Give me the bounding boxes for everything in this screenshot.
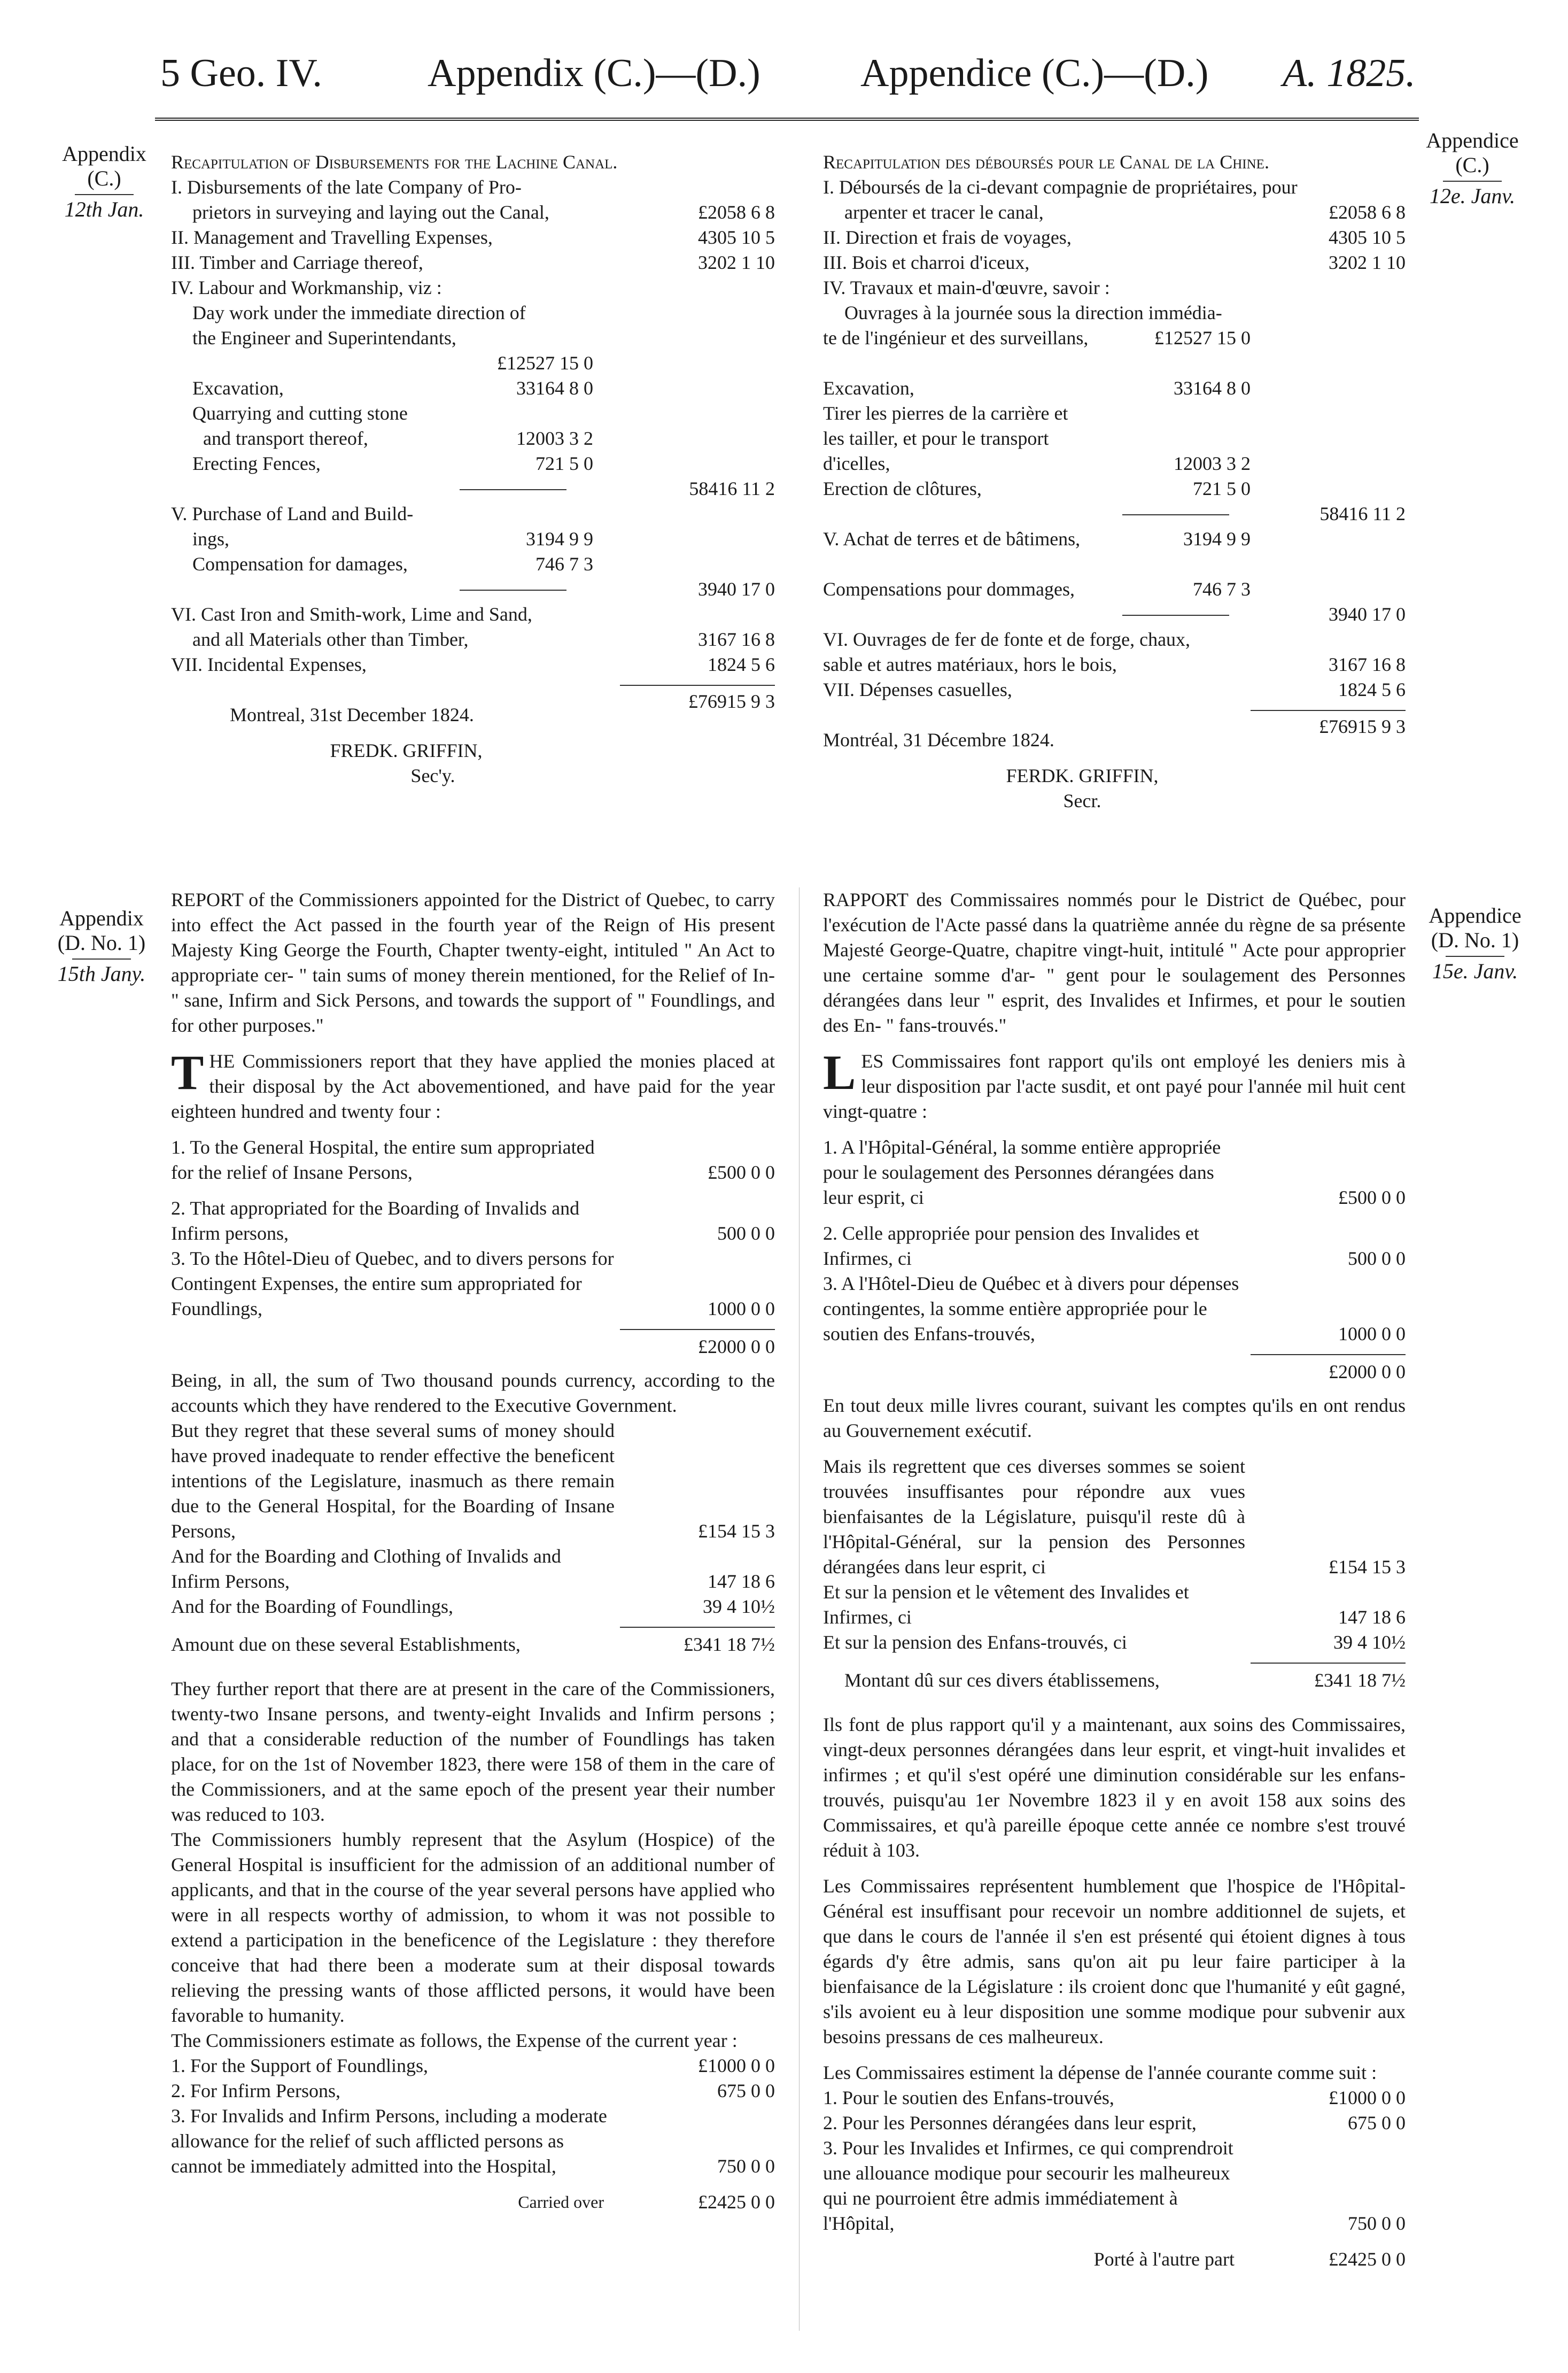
report-heading: RAPPORT des Commissaires nommés pour le District de Québec, pour l'exécution de l'Acte passé dans la quatrième année du règne de sa présente Majesté George-Quatre, chapitre vingt-huit, intitulé " Acte pour approprier une certaine somme d'ar- " gent pour le soulagement des Personnes dérangées dans leur " esprit, des Invalides et Infirmes, et pour le soutien des En- " fans-trouvés." [823,889,1406,1036]
recap-item [171,627,775,652]
arrears-item [171,1594,775,1619]
recap-amount: 746 7 3 [535,553,593,575]
recap-amount: 4305 10 5 [1329,227,1406,248]
carried-over-amount: £2425 0 0 [698,2191,775,2213]
arrears-amount: £154 15 3 [698,1520,775,1542]
recap-amount: 721 5 0 [535,453,593,474]
recap-item: VI. Cast Iron and Smith-work, Lime and Sand, [171,604,532,625]
recap-item [171,652,775,677]
recap-item: Ouvrages à la journée sous la direction immédia- [844,302,1222,323]
recap-item: the Engineer and Superintendants, [192,327,456,349]
recap-total: £76915 9 3 [1319,716,1406,737]
estimate-amount: 675 0 0 [717,2080,775,2101]
estimate-amount: £1000 0 0 [1329,2087,1406,2108]
arrears-item [823,1454,1406,1580]
recap-item-text: III. Timber and Carriage thereof, [171,252,423,273]
recap-item [171,250,775,275]
recap-amount: 4305 10 5 [698,227,775,248]
report-intro-text: HE Commissioners report that they have applied the monies placed at their disposal by the Act abovementioned, and have paid for the year eighteen hundred and twenty four : [171,1050,775,1122]
recap-item-text: prietors in surveying and laying out the Canal, [192,202,549,223]
carried-over-amount: £2425 0 0 [1329,2248,1406,2270]
total-rule [620,1329,775,1330]
margin-appendix-code: (C.) [87,166,121,190]
recap-item-text: VII. Incidental Expenses, [171,654,367,675]
recap-amount: 1824 5 6 [708,654,775,675]
recap-amount: £12527 15 0 [1154,327,1251,349]
arrears-item [171,1544,775,1594]
arrears-item [823,1580,1406,1630]
payment-amount: 500 0 0 [717,1223,775,1244]
arrears-text: Et sur la pension des Enfans-trouvés, ci [823,1632,1127,1653]
header-year: A. 1825. [1283,51,1416,95]
payment-item [823,1135,1406,1210]
recap-item [823,376,1406,401]
margin-appendix-code: (C.) [1455,153,1489,177]
payment-text: 3. To the Hôtel-Dieu of Quebec, and to divers persons for Contingent Expenses, the entire sum appropriated for Foundlings, [171,1248,614,1319]
total-rule [1251,1354,1406,1355]
estimate-text: 2. For Infirm Persons, [171,2080,340,2101]
subtotal-rule [1122,514,1229,515]
report-paragraph: Les Commissaires représentent humblement que l'hospice de l'Hôpital-Général est insuffisant pour recevoir un nombre additionnel de sujets, et que dans le cours de l'année il s'en est présenté qui étoient dignes à tous égards d'y être admis, sans qu'on ait pu leur faire participer à la bienfaisance de la Législature : ils croient donc que l'humanité y eût gagné, s'ils avoient eu à leur disposition une somme modique pour subvenir aux besoins pressans de ces malheureux. [823,1875,1406,2047]
recap-amount: 3167 16 8 [698,629,775,650]
margin-date: 15th Jany. [57,962,146,986]
recap-amount: 3202 1 10 [698,252,775,273]
recap-item [823,326,1406,351]
signature-name: FREDK. GRIFFIN, [330,740,483,761]
margin-appendix-code: (D. No. 1) [1431,928,1519,952]
recap-amount: 3940 17 0 [698,578,775,600]
report-fr [823,887,1406,2272]
recap-item-text: sable et autres matériaux, hors le bois, [823,654,1117,675]
arrears-total-label: Montant dû sur ces divers établissemens, [844,1669,1160,1691]
payment-amount: 1000 0 0 [708,1298,775,1319]
estimate-text: 3. For Invalids and Infirm Persons, including a moderate allowance for the relief of such afflicted persons as cannot be immediately admitted into the Hospital, [171,2105,607,2177]
arrears-text: And for the Boarding and Clothing of Invalids and Infirm Persons, [171,1545,561,1592]
payment-item [823,1271,1406,1347]
signature-title: Sec'y. [410,765,455,786]
recap-item: Tirer les pierres de la carrière et [823,403,1068,424]
recap-item-text: Excavation, [823,377,914,399]
payment-amount: 500 0 0 [1348,1248,1406,1269]
recap-amount: 58416 11 2 [689,478,775,499]
recap-item [823,602,1406,627]
estimate-item [171,2104,775,2179]
carried-over-label: Carried over [518,2192,604,2212]
estimate-item [171,2078,775,2104]
recap-amount: 3202 1 10 [1329,252,1406,273]
margin-date: 15e. Janv. [1432,959,1518,983]
arrears-total-label: Amount due on these several Establishments, [171,1634,521,1655]
recap-item-text: II. Management and Travelling Expenses, [171,227,493,248]
recap-item [823,476,1406,501]
recap-en [171,150,775,789]
estimate-item [823,2111,1406,2136]
recap-item [823,652,1406,677]
report-heading: REPORT of the Commissioners appointed for the District of Quebec, to carry into effect the Act passed in the fourth year of the Reign of His present Majesty King George the Fourth, Chapter twenty-eight, intituled " An Act to appropriate cer- " tain sums of money therein mentioned, for the Relief of In- " sane, Infirm and Sick Persons, and towards the support of " Foundlings, and for other purposes." [171,889,775,1036]
arrears-total-row [171,1619,775,1655]
payment-sum: £2000 0 0 [698,1336,775,1357]
arrears-total: £341 18 7½ [1314,1669,1406,1691]
estimate-amount: 750 0 0 [1348,2213,1406,2234]
recap-item [823,501,1406,527]
recap-item-text: VII. Dépenses casuelles, [823,679,1012,700]
payment-item [823,1221,1406,1271]
drop-cap: T [171,1045,204,1100]
drop-cap: L [823,1045,856,1100]
margin-brace [75,194,134,195]
arrears-amount: 147 18 6 [708,1571,775,1592]
recap-amount: £2058 6 8 [1329,202,1406,223]
header-title-en: Appendix (C.)—(D.) [428,51,760,95]
margin-date: 12e. Janv. [1429,184,1516,208]
signature-title: Secr. [1063,790,1101,811]
recap-amount: 3194 9 9 [1183,528,1251,550]
recap-item-text: and transport thereof, [203,428,368,449]
recap-item [823,351,1406,376]
recap-item [171,552,775,577]
margin-note-left-c [48,142,160,222]
estimate-amount: £1000 0 0 [698,2055,775,2076]
report-paragraph: En tout deux mille livres courant, suivant les comptes qu'ils en ont rendus au Gouvernement exécutif. [823,1395,1406,1441]
recap-amount: 12003 3 2 [1174,453,1251,474]
arrears-amount: 39 4 10½ [1333,1632,1406,1653]
payment-sum: £2000 0 0 [1329,1361,1406,1382]
report-paragraph: Ils font de plus rapport qu'il y a maintenant, aux soins des Commissaires, vingt-deux personnes dérangées dans leur esprit, et vingt-huit invalides et infirmes ; et qu'il s'est opéré une diminution considérable sur les enfans-trouvés, puisqu'au 1er Novembre 1823 il y en avoit 158 aux soins des Commissaires, et qu'à pareille époque cette année ce nombre s'est trouvé réduit à 103. [823,1714,1406,1861]
arrears-total: £341 18 7½ [684,1634,775,1655]
recap-item-text: Compensations pour dommages, [823,578,1075,600]
recap-item [823,527,1406,552]
recap-item [823,250,1406,275]
header-title-fr: Appendice (C.)—(D.) [860,51,1209,95]
estimate-amount: 750 0 0 [717,2155,775,2177]
margin-appendix-label: Appendice [1426,128,1519,152]
total-rule [620,1627,775,1628]
payment-text: 1. To the General Hospital, the entire sum appropriated for the relief of Insane Persons, [171,1137,595,1183]
recap-item-text: Compensation for damages, [192,553,408,575]
recap-item [171,451,775,476]
recap-item: les tailler, et pour le transport [823,428,1049,449]
recap-item: Day work under the immediate direction of [192,302,526,323]
margin-date: 12th Jan. [64,197,144,221]
estimate-text: 3. Pour les Invalides et Infirmes, ce qui comprendroit une allouance modique pour secourir les malheureux qui ne pourroient être admis immédiatement à l'Hôpital, [823,2137,1233,2234]
recap-item-text: Excavation, [192,377,284,399]
estimate-text: 1. Pour le soutien des Enfans-trouvés, [823,2087,1114,2108]
recap-amount: £12527 15 0 [497,352,593,374]
report-paragraph: The Commissioners estimate as follows, the Expense of the current year : [171,2030,738,2051]
estimate-item [823,2136,1406,2236]
recap-amount: 1824 5 6 [1338,679,1406,700]
recap-item-text: d'icelles, [823,453,890,474]
payment-amount: 1000 0 0 [1338,1323,1406,1344]
recap-item: IV. Travaux et main-d'œuvre, savoir : [823,277,1110,298]
recap-item-text: II. Direction et frais de voyages, [823,227,1072,248]
report-en [171,887,775,2215]
arrears-total-row [823,1655,1406,1691]
recap-item: I. Disbursements of the late Company of Pro- [171,176,522,198]
arrears-amount: 39 4 10½ [703,1596,775,1617]
carried-over-row [171,2190,775,2215]
recap-item: Quarrying and cutting stone [192,403,408,424]
recap-item [171,426,775,451]
margin-note-right-d [1411,903,1539,984]
total-rule [1251,710,1406,711]
recap-item-text: arpenter et tracer le canal, [844,202,1044,223]
arrears-item [823,1630,1406,1655]
recap-item [171,351,775,376]
report-paragraph: Being, in all, the sum of Two thousand pounds currency, according to the accounts which they have rendered to the Executive Government. [171,1370,775,1416]
recap-amount: 3167 16 8 [1329,654,1406,675]
payment-sum-row [823,1347,1406,1382]
recap-item [171,225,775,250]
subtotal-rule [460,590,566,591]
recap-item-text: III. Bois et charroi d'iceux, [823,252,1030,273]
report-paragraph: The Commissioners humbly represent that the Asylum (Hospice) of the General Hospital is insufficient for the admission of an additional number of applicants, and that in the course of the year several persons have applied who were in all respects worthy of admission, to whom it was not possible to extend a participation in the beneficence of the Legislature : they therefore conceive that had there been a moderate sum at their disposal towards relieving the pressing wants of those afflicted persons, it would have been favorable to humanity. [171,1829,775,2026]
recap-fr [823,150,1406,814]
margin-appendix-label: Appendice [1429,903,1522,927]
recap-item [823,200,1406,225]
place-date: Montreal, 31st December 1824. [230,704,474,725]
report-intro [823,1045,1406,1124]
total-rule [1251,1663,1406,1664]
margin-note-right-c [1411,128,1534,208]
arrears-item [171,1418,775,1544]
report-intro [171,1045,775,1124]
estimate-item [171,2053,775,2078]
recap-total-row [823,702,1406,737]
recap-item [171,376,775,401]
recap-item [171,200,775,225]
recap-item [171,476,775,501]
recap-item: VI. Ouvrages de fer de fonte et de forge, chaux, [823,629,1191,650]
recap-amount: 33164 8 0 [1174,377,1251,399]
recap-item-text: ings, [192,528,230,550]
recap-item-text: Erection de clôtures, [823,478,982,499]
arrears-text: But they regret that these several sums of money should have proved inadequate to render effective the beneficent intentions of the Legislature, inasmuch as there remain due to the General Hospital, for the Boarding of Insane Persons, [171,1420,615,1542]
margin-appendix-code: (D. No. 1) [57,931,146,955]
recap-amount: £2058 6 8 [698,202,775,223]
recap-amount: 12003 3 2 [516,428,593,449]
payment-text: 2. Celle appropriée pour pension des Invalides et Infirmes, ci [823,1223,1199,1269]
recap-total-row [171,677,775,712]
header-geo-ref: 5 Geo. IV. [160,51,322,95]
estimate-item [823,2085,1406,2111]
payment-amount: £500 0 0 [708,1162,775,1183]
recap-item-text: and all Materials other than Timber, [192,629,469,650]
margin-appendix-label: Appendix [59,906,144,930]
recap-total: £76915 9 3 [688,691,775,712]
report-intro-text: ES Commissaires font rapport qu'ils ont employé les deniers mis à leur disposition par l'acte susdit, et ont payé pour l'année mil huit cent vingt-quatre : [823,1050,1406,1122]
recap-amount: 746 7 3 [1193,578,1251,600]
header-rule [155,118,1419,121]
estimate-amount: 675 0 0 [1348,2112,1406,2134]
report-paragraph: Les Commissaires estiment la dépense de l'année courante comme suit : [823,2062,1377,2083]
recap-item: I. Déboursés de la ci-devant compagnie de propriétaires, pour [823,176,1298,198]
recap-item-text: te de l'ingénieur et des surveillans, [823,327,1089,349]
recap-title: Recapitulation des déboursés pour le Canal de la Chine. [823,151,1269,173]
recap-item [823,577,1406,602]
payment-text: 2. That appropriated for the Boarding of Invalids and Infirm persons, [171,1197,580,1244]
recap-item-text: Erecting Fences, [192,453,321,474]
margin-brace [1446,956,1504,957]
place-date: Montréal, 31 Décembre 1824. [823,729,1054,751]
recap-amount: 58416 11 2 [1319,503,1406,524]
recap-amount: 3940 17 0 [1329,604,1406,625]
total-rule [620,685,775,686]
signature-name: FERDK. GRIFFIN, [1006,765,1159,786]
recap-item [171,527,775,552]
margin-brace [1443,181,1502,182]
carried-over-label: Porté à l'autre part [1093,2248,1235,2270]
recap-item [823,225,1406,250]
margin-note-left-d [43,906,160,986]
subtotal-rule [460,489,566,490]
recap-item [823,451,1406,476]
arrears-text: Et sur la pension et le vêtement des Invalides et Infirmes, ci [823,1581,1189,1628]
payment-text: 3. A l'Hôtel-Dieu de Québec et à divers pour dépenses contingentes, la somme entière appropriée pour le soutien des Enfans-trouvés, [823,1273,1239,1344]
report-paragraph: They further report that there are at present in the care of the Commissioners, twenty-two Insane persons, and twenty-eight Invalids and Infirm persons ; and that a considerable reduction of the number of Foundlings has taken place, for on the 1st of November 1823, there were 158 of them in the care of the Commissioners, and at the same epoch of the present year their number was reduced to 103. [171,1678,775,1825]
recap-item [823,677,1406,702]
arrears-text: Mais ils regrettent que ces diverses sommes se soient trouvées insuffisantes pour répondre aux vues bienfaisantes de la Législature, puisqu'il reste dû à l'Hôpital-Général, sur la pension des Personnes dérangées dans leur esprit, ci [823,1456,1245,1578]
recap-title: Recapitulation of Disbursements for the Lachine Canal. [171,151,618,173]
arrears-amount: £154 15 3 [1329,1556,1406,1578]
payment-text: 1. A l'Hôpital-Général, la somme entière appropriée pour le soulagement des Personnes dérangées dans leur esprit, ci [823,1137,1221,1208]
recap-item-text: V. Achat de terres et de bâtimens, [823,528,1081,550]
subtotal-rule [1122,615,1229,616]
recap-amount: 3194 9 9 [526,528,593,550]
recap-item [171,577,775,602]
payment-amount: £500 0 0 [1338,1187,1406,1208]
margin-appendix-label: Appendix [62,142,146,166]
payment-sum-row [171,1321,775,1357]
payment-item [171,1246,775,1321]
arrears-text: And for the Boarding of Foundlings, [171,1596,453,1617]
margin-brace [72,959,131,960]
recap-item: IV. Labour and Workmanship, viz : [171,277,442,298]
arrears-amount: 147 18 6 [1338,1606,1406,1628]
estimate-text: 2. Pour les Personnes dérangées dans leur esprit, [823,2112,1197,2134]
recap-amount: 721 5 0 [1193,478,1251,499]
payment-item [171,1135,775,1185]
recap-amount: 33164 8 0 [516,377,593,399]
recap-item [823,552,1406,577]
carried-over-row [823,2247,1406,2272]
payment-item [171,1196,775,1246]
recap-item: V. Purchase of Land and Build- [171,503,414,524]
estimate-text: 1. For the Support of Foundlings, [171,2055,429,2076]
